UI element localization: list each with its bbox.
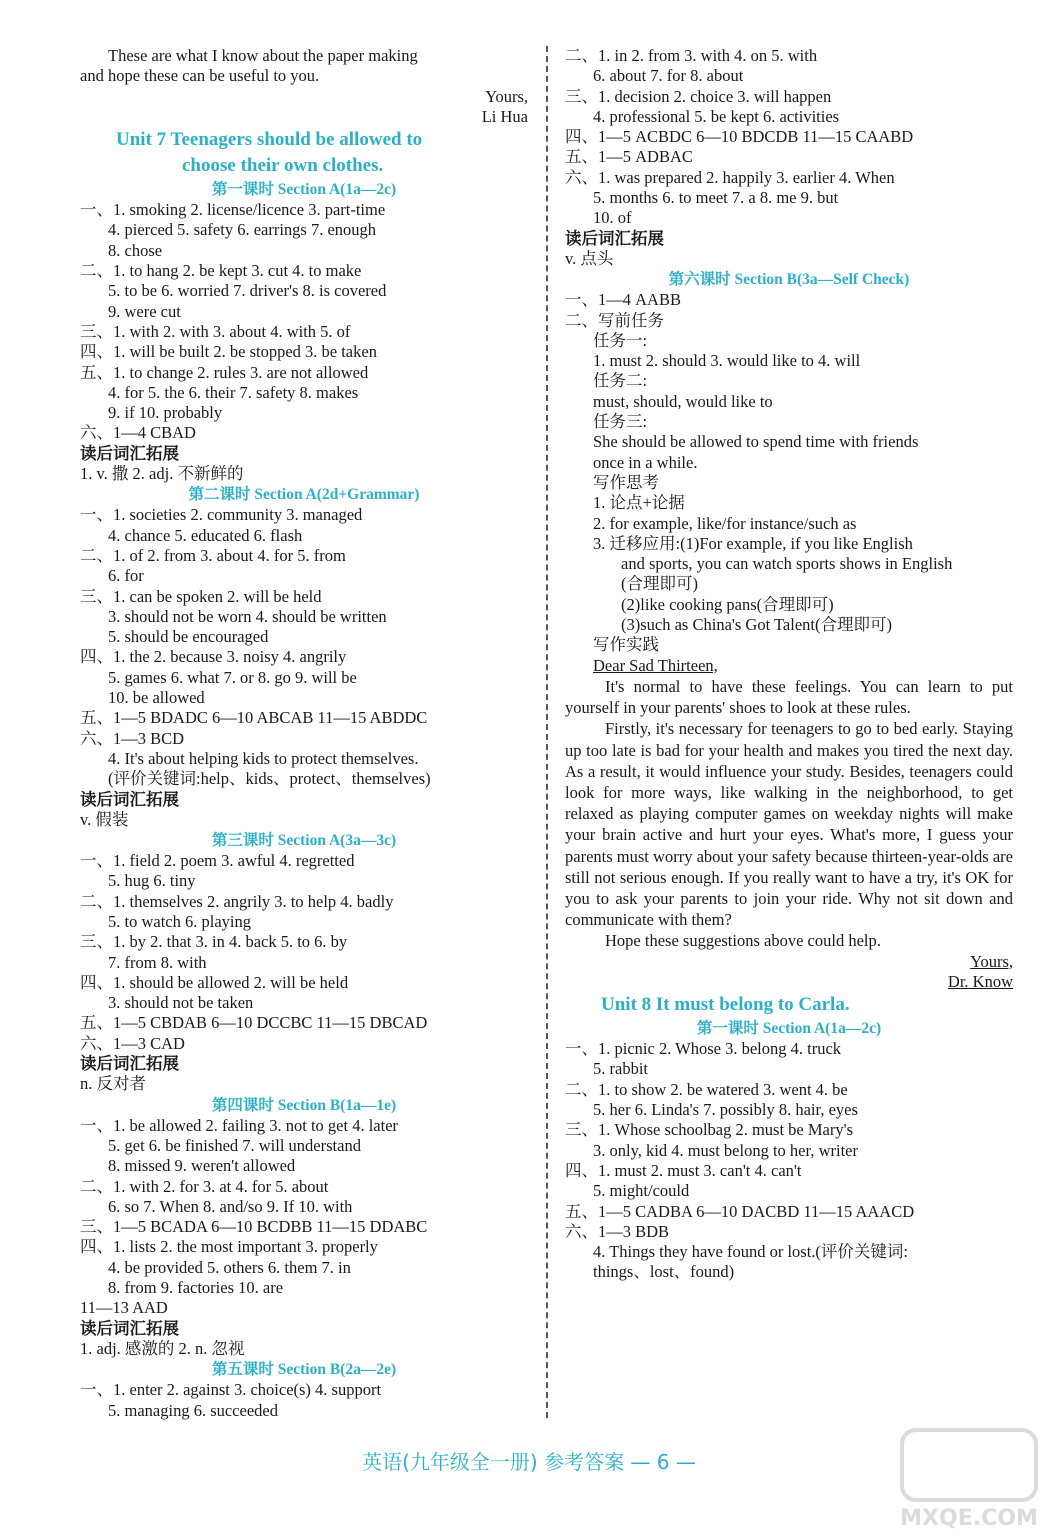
answer-line: 5. to watch 6. playing [108, 911, 251, 931]
answer-line: Yours, [970, 951, 1013, 971]
answer-line: 六、1—3 BDB [565, 1221, 670, 1241]
answer-line: 4. for 5. the 6. their 7. safety 8. makes [108, 382, 359, 402]
answer-line: 二、1. in 2. from 3. with 4. on 5. with [565, 46, 818, 65]
answer-line: 三、1. Whose schoolbag 2. must be Mary's [565, 1120, 854, 1140]
answer-line: Yours, [485, 86, 528, 106]
answer-line: 一、1. be allowed 2. failing 3. not to get 4. later [80, 1115, 399, 1135]
letter-paragraph: Hope these suggestions above could help. [605, 931, 881, 951]
answer-line: 1. adj. 感激的 2. n. 忽视 [80, 1338, 245, 1358]
lesson-heading: 第五课时 Section B(2a—2e) [211, 1361, 397, 1379]
answer-line: 8. missed 9. weren't allowed [108, 1156, 296, 1176]
answer-line: 4. pierced 5. safety 6. earrings 7. enough [108, 220, 377, 240]
answer-line: 六、1—3 BCD [80, 728, 185, 748]
answer-line: v. 假装 [80, 809, 129, 829]
letter-paragraph: It's normal to have these feelings. You can learn to put yourself in your parents' shoes to look at these rules. [565, 676, 1013, 718]
letter-paragraph: Firstly, it's necessary for teenagers to go to bed early. Staying up too late is bad for your health and makes you tired the next day. As a result, it would influence your study. Besides, teenagers could look for more ways, like walking in the neighborhood, to get relaxed as playing computer games on weekday nights will make your brain active and hurt your eyes. What's more, I guess your parents must worry about your safety because thirteen-year-olds are still not serious enough. If you really want to have a try, it's OK for you to ask your parents to join your ride. Why not sit down and communicate with them? [565, 719, 1013, 930]
answer-line: 二、1. with 2. for 3. at 4. for 5. about [80, 1176, 329, 1196]
answer-line: 三、1. by 2. that 3. in 4. back 5. to 6. by [80, 932, 348, 952]
answer-line: 6. for [108, 566, 144, 586]
answer-line: (2)like cooking pans(合理即可) [621, 594, 834, 614]
answer-line: 五、1. to change 2. rules 3. are not allowed [80, 362, 369, 382]
answer-line: 5. months 6. to meet 7. a 8. me 9. but [593, 188, 839, 208]
answer-line: 写作实践 [593, 635, 659, 655]
answer-line: 5. managing 6. succeeded [108, 1400, 278, 1420]
section-heading: 读后词汇拓展 [80, 443, 179, 463]
answer-line: 3. should not be taken [108, 993, 254, 1013]
answer-line: 6. about 7. for 8. about [593, 66, 744, 86]
answer-line: must, should, would like to [593, 391, 773, 411]
answer-line: 5. her 6. Linda's 7. possibly 8. hair, eyes [593, 1100, 858, 1120]
answer-line: 4. It's about helping kids to protect themselves. [108, 748, 419, 768]
answer-line: 一、1. smoking 2. license/licence 3. part-time [80, 200, 386, 220]
answer-line: 三、1—5 BCADA 6—10 BCDBB 11—15 DDABC [80, 1217, 428, 1237]
answer-line: 5. rabbit [593, 1059, 648, 1079]
answer-line: and hope these can be useful to you. [80, 66, 320, 86]
answer-line: 任务二: [593, 371, 648, 391]
answer-line: 10. of [593, 208, 632, 228]
answer-line: 六、1. was prepared 2. happily 3. earlier 4. When [565, 167, 895, 187]
answer-line: 3. 迁移应用:(1)For example, if you like English [593, 533, 913, 553]
answer-line: 三、1. can be spoken 2. will be held [80, 586, 322, 606]
section-heading: 读后词汇拓展 [80, 1318, 179, 1338]
answer-line: Dr. Know [947, 971, 1013, 991]
answer-line: 写作思考 [593, 472, 659, 492]
answer-line: 二、1. to show 2. be watered 3. went 4. be [565, 1079, 848, 1099]
answer-line: 六、1—3 CAD [80, 1033, 185, 1053]
lesson-heading: 第二课时 Section A(2d+Grammar) [188, 486, 420, 504]
answer-line: 11—13 AAD [80, 1298, 168, 1318]
answer-line: 5. should be encouraged [108, 627, 269, 647]
answer-line: 四、1. should be allowed 2. will be held [80, 972, 349, 992]
answer-line: 5. hug 6. tiny [108, 871, 196, 891]
answer-line: 3. should not be worn 4. should be written [108, 606, 387, 626]
answer-line: 5. get 6. be finished 7. will understand [108, 1135, 361, 1155]
answer-line: 五、1—5 ADBAC [565, 147, 693, 167]
answer-line: Dear Sad Thirteen, [593, 655, 718, 675]
unit-title: Unit 8 It must belong to Carla. [601, 994, 850, 1016]
answer-line: 5. games 6. what 7. or 8. go 9. will be [108, 667, 357, 687]
lesson-heading: 第三课时 Section A(3a—3c) [211, 832, 397, 850]
answer-line: 任务一: [593, 330, 648, 350]
answer-line: 5. to be 6. worried 7. driver's 8. is covered [108, 281, 387, 301]
answer-line: (合理即可) [621, 574, 698, 594]
answer-line: 1. v. 撒 2. adj. 不新鲜的 [80, 464, 244, 484]
answer-line: (评价关键词:help、kids、protect、themselves) [108, 769, 431, 789]
unit-title: Unit 7 Teenagers should be allowed to [116, 129, 423, 151]
answer-line: 四、1—5 ACBDC 6—10 BDCDB 11—15 CAABD [565, 127, 914, 147]
answer-line: 二、写前任务 [565, 310, 664, 330]
answer-line: n. 反对者 [80, 1074, 146, 1094]
answer-line: 1. must 2. should 3. would like to 4. will [593, 351, 861, 371]
answer-line: 二、1. of 2. from 3. about 4. for 5. from [80, 545, 346, 565]
unit-title: choose their own clothes. [182, 155, 384, 177]
answer-line: once in a while. [593, 452, 698, 472]
answer-line: 6. so 7. When 8. and/so 9. If 10. with [108, 1196, 353, 1216]
answer-line: 4. Things they have found or lost.(评价关键词: [593, 1242, 908, 1262]
answer-line: 三、1. with 2. with 3. about 4. with 5. of [80, 321, 351, 341]
answer-line: 五、1—5 CBDAB 6—10 DCCBC 11—15 DBCAD [80, 1013, 428, 1033]
section-heading: 读后词汇拓展 [80, 1054, 179, 1074]
answer-line: 四、1. will be built 2. be stopped 3. be taken [80, 342, 377, 362]
answer-line: 4. be provided 5. others 6. them 7. in [108, 1257, 351, 1277]
answer-line: 四、1. must 2. must 3. can't 4. can't [565, 1160, 802, 1180]
answer-line: 1. 论点+论据 [593, 493, 685, 513]
section-heading: 读后词汇拓展 [80, 789, 179, 809]
answer-line: 8. chose [108, 240, 163, 260]
answer-line: v. 点头 [565, 248, 614, 268]
answer-line: 四、1. the 2. because 3. noisy 4. angrily [80, 647, 347, 667]
answer-line: and sports, you can watch sports shows in English [621, 554, 953, 574]
answer-line: (3)such as China's Got Talent(合理即可) [621, 615, 892, 635]
lesson-heading: 第一课时 Section A(1a—2c) [696, 1020, 882, 1038]
answer-line: Li Hua [481, 106, 528, 126]
answer-line: These are what I know about the paper making [108, 46, 418, 65]
section-heading: 读后词汇拓展 [565, 228, 664, 248]
lesson-heading: 第四课时 Section B(1a—1e) [211, 1096, 397, 1114]
answer-line: 六、1—4 CBAD [80, 423, 196, 443]
answer-line: 一、1. picnic 2. Whose 3. belong 4. truck [565, 1039, 842, 1059]
left-column [80, 46, 528, 1421]
watermark-logo-icon [894, 1420, 1044, 1536]
watermark-text: MXQE.COM [900, 1506, 1038, 1531]
answer-line: 10. be allowed [108, 688, 205, 708]
answer-line: 9. if 10. probably [108, 403, 223, 423]
lesson-heading: 第一课时 Section A(1a—2c) [211, 181, 397, 199]
answer-line: 任务三: [593, 412, 648, 432]
answer-line: 7. from 8. with [108, 952, 207, 972]
answer-line: 五、1—5 CADBA 6—10 DACBD 11—15 AAACD [565, 1201, 915, 1221]
answer-line: things、lost、found) [593, 1262, 735, 1282]
answer-line: 四、1. lists 2. the most important 3. properly [80, 1237, 378, 1257]
answer-line: 4. chance 5. educated 6. flash [108, 525, 303, 545]
answer-line: 二、1. themselves 2. angrily 3. to help 4. badly [80, 891, 394, 911]
answer-line: 5. might/could [593, 1181, 690, 1201]
column-divider [546, 46, 548, 1418]
answer-line: 二、1. to hang 2. be kept 3. cut 4. to make [80, 261, 362, 281]
right-column [565, 46, 1013, 1283]
answer-line: 一、1—4 AABB [565, 290, 681, 310]
lesson-heading: 第六课时 Section B(3a—Self Check) [668, 271, 910, 289]
answer-line: 一、1. societies 2. community 3. managed [80, 505, 363, 525]
answer-line: 一、1. field 2. poem 3. awful 4. regretted [80, 851, 355, 871]
answer-line: 三、1. decision 2. choice 3. will happen [565, 86, 832, 106]
answer-line: 一、1. enter 2. against 3. choice(s) 4. support [80, 1380, 382, 1400]
answer-line: 9. were cut [108, 301, 181, 321]
answer-line: She should be allowed to spend time with friends [593, 432, 919, 452]
answer-line: 3. only, kid 4. must belong to her, writer [593, 1140, 858, 1160]
page-footer: 英语(九年级全一册) 参考答案 — 6 — [362, 1450, 696, 1474]
answer-line: 8. from 9. factories 10. are [108, 1278, 284, 1298]
answer-line: 五、1—5 BDADC 6—10 ABCAB 11—15 ABDDC [80, 708, 428, 728]
answer-line: 2. for example, like/for instance/such as [593, 513, 857, 533]
answer-line: 4. professional 5. be kept 6. activities [593, 106, 840, 126]
